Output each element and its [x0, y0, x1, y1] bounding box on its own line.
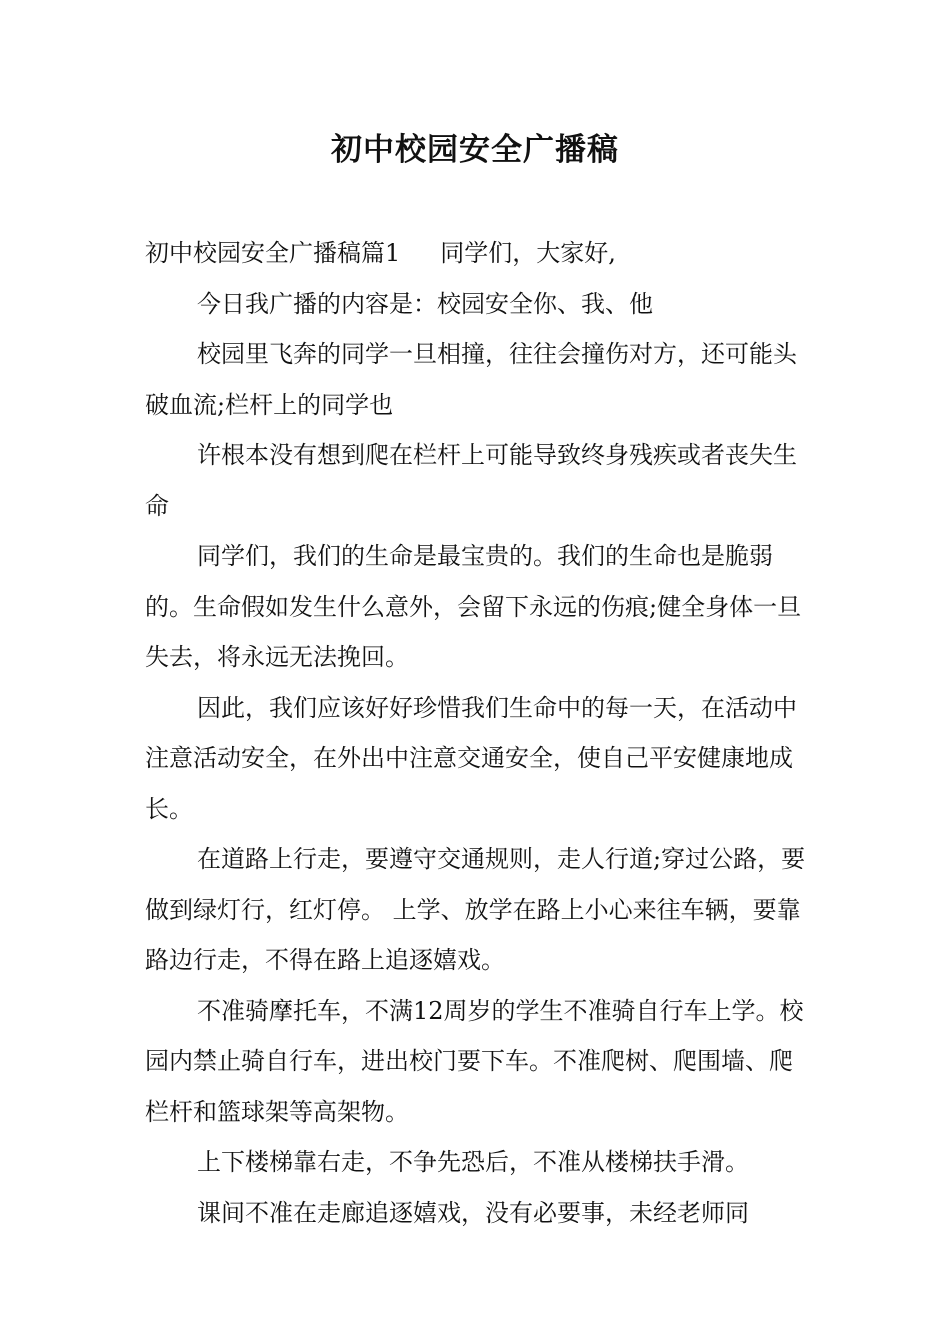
paragraph-railing-danger: 许根本没有想到爬在栏杆上可能导致终身残疾或者丧失生命 — [145, 441, 797, 520]
paragraph-stairs-rules: 上下楼梯靠右走，不争先恐后，不准从楼梯扶手滑。 — [197, 1148, 749, 1176]
paragraph-topic: 今日我广播的内容是：校园安全你、我、他 — [197, 289, 653, 318]
paragraph-traffic-rules: 在道路上行走，要遵守交通规则，走人行道;穿过公路，要做到绿灯行，红灯停。 上学、放学在路上小心来往车辆，要靠路边行走，不得在路上追逐嬉戏。 — [145, 845, 806, 974]
document-body — [145, 228, 815, 1238]
paragraph-life-precious: 同学们，我们的生命是最宝贵的。我们的生命也是脆弱的。生命假如发生什么意外，会留下永远的伤痕;健全身体一旦失去，将永远无法挽回。 — [145, 542, 802, 671]
section-heading: 初中校园安全广播稿篇1 — [145, 239, 401, 267]
paragraph-corridor-rules: 课间不准在走廊追逐嬉戏，没有必要事，未经老师同 — [197, 1198, 749, 1227]
paragraph-running-collision: 校园里飞奔的同学一旦相撞，往往会撞伤对方，还可能头破血流;栏杆上的同学也 — [145, 340, 797, 419]
paragraph-cherish-life: 因此，我们应该好好珍惜我们生命中的每一天，在活动中注意活动安全，在外出中注意交通安全，使自己平安健康地成长。 — [145, 693, 797, 823]
greeting-text: 同学们，大家好, — [440, 239, 616, 267]
document-title: 初中校园安全广播稿 — [331, 132, 619, 168]
intro-paragraph — [145, 228, 815, 279]
paragraph-bicycle-rules: 不准骑摩托车，不满12周岁的学生不准骑自行车上学。校园内禁止骑自行车，进出校门要下车。不准爬树、爬围墙、爬栏杆和篮球架等高架物。 — [145, 996, 804, 1126]
